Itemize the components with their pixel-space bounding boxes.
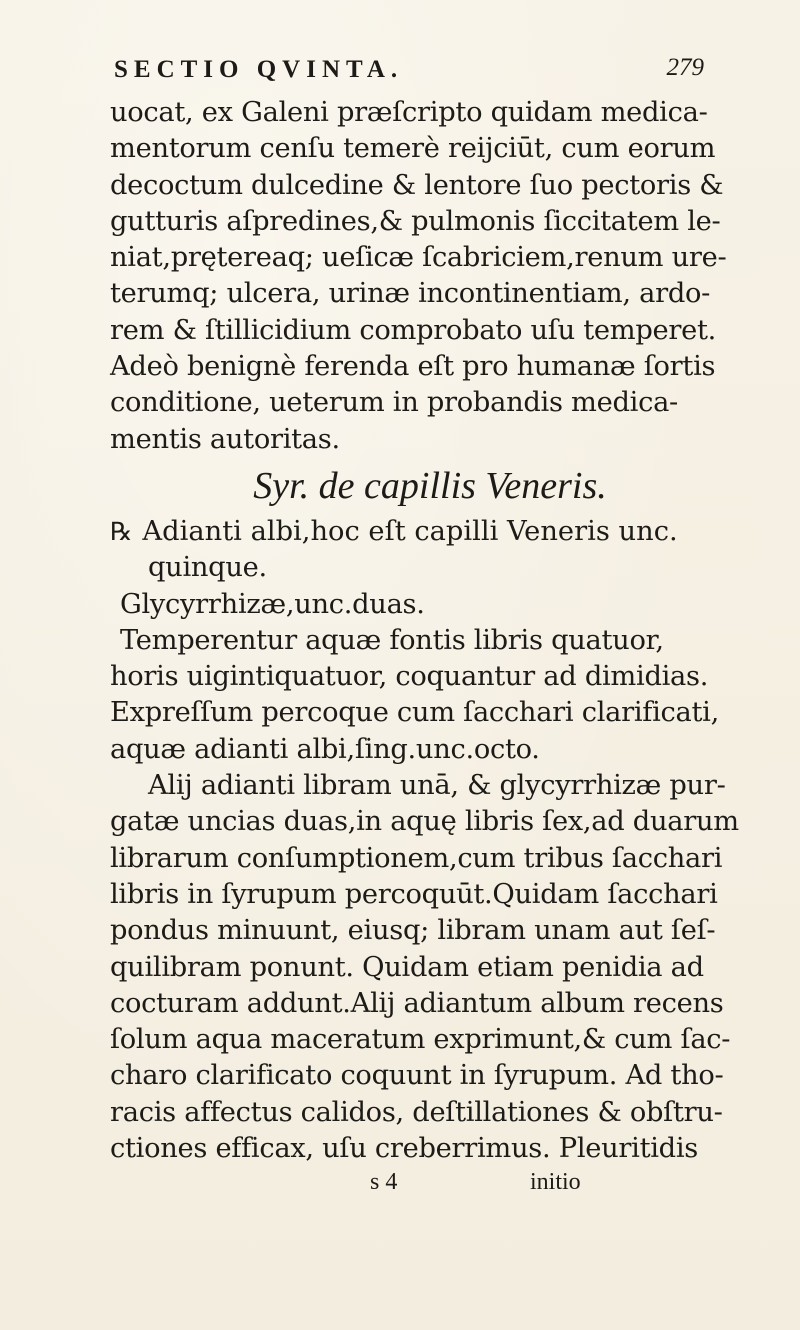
body-line: niat,prętereaq; ueſicæ ſcabriciem,renum ure- [110, 242, 727, 274]
body-line: terumq; ulcera, urinæ incontinentiam, ardo- [110, 278, 711, 310]
paragraph-line: ſolum aqua maceratum exprimunt,& cum ſac- [110, 1024, 731, 1056]
body-line: rem & ſtillicidium comprobato uſu temperet. [110, 314, 717, 346]
signature-mark: s 4 [370, 1169, 398, 1196]
page-text [110, 95, 739, 1197]
body-line: decoctum dulcedine & lentore ſuo pectoris & [110, 169, 724, 201]
paragraph-line: aquæ adianti albi,ſing.unc.octo. [110, 733, 540, 765]
page-number: 279 [666, 54, 704, 81]
recipe-line: Glycyrrhizæ,unc.duas. [120, 588, 425, 620]
catchword: initio [530, 1169, 581, 1196]
section-heading: Syr. de capillis Veneris. [253, 464, 607, 507]
paragraph-line: charo clarificato coquunt in ſyrupum. Ad tho- [110, 1060, 724, 1092]
paragraph-line: gatæ uncias duas,in aquę libris ſex,ad duarum [110, 806, 739, 838]
recipe-line [110, 514, 710, 550]
recipe-symbol: ℞ [110, 516, 133, 546]
paragraph-line: quilibram ponunt. Quidam etiam penidia ad [110, 951, 704, 983]
paragraph-line: librarum conſumptionem,cum tribus ſacchari [110, 842, 723, 874]
paragraph-line: cocturam addunt.Alij adiantum album recens [110, 987, 724, 1019]
paragraph-line: Alij adianti libram unā, & glycyrrhizæ pur- [148, 770, 726, 802]
paragraph-line: ctiones efficax, uſu creberrimus. Pleuritidis [110, 1133, 698, 1165]
body-line: mentis autoritas. [110, 423, 340, 455]
paragraph-line: pondus minuunt, eiusq; libram unam aut ſeſ- [110, 915, 716, 947]
body-line: mentorum cenſu temerè reijciūt, cum eorum [110, 133, 716, 165]
paragraph-line: Temperentur aquæ fontis libris quatuor, [120, 624, 664, 656]
page-footer [110, 1167, 710, 1197]
paragraph-line: Expreſſum percoque cum ſacchari clarificati, [110, 697, 719, 729]
body-line: uocat, ex Galeni præſcripto quidam medica- [110, 97, 708, 128]
recipe-text: Adianti albi,hoc eſt capilli Veneris unc. [142, 515, 678, 547]
paragraph-line: horis uigintiquatuor, coquantur ad dimidias. [110, 661, 709, 693]
paragraph-line: racis affectus calidos, deſtillationes & obſtru- [110, 1096, 723, 1128]
body-line: conditione, ueterum in probandis medica- [110, 387, 678, 419]
paragraph-line: libris in ſyrupum percoquūt.Quidam ſacchari [110, 878, 718, 910]
body-line: gutturis aſpredines,& pulmonis ſiccitatem le- [110, 205, 721, 237]
body-line: Adeò benignè ferenda eſt pro humanæ ſortis [110, 351, 716, 383]
running-head: SECTIO QVINTA. [114, 56, 404, 83]
page-header [114, 56, 704, 96]
recipe-line: quinque. [148, 552, 267, 584]
